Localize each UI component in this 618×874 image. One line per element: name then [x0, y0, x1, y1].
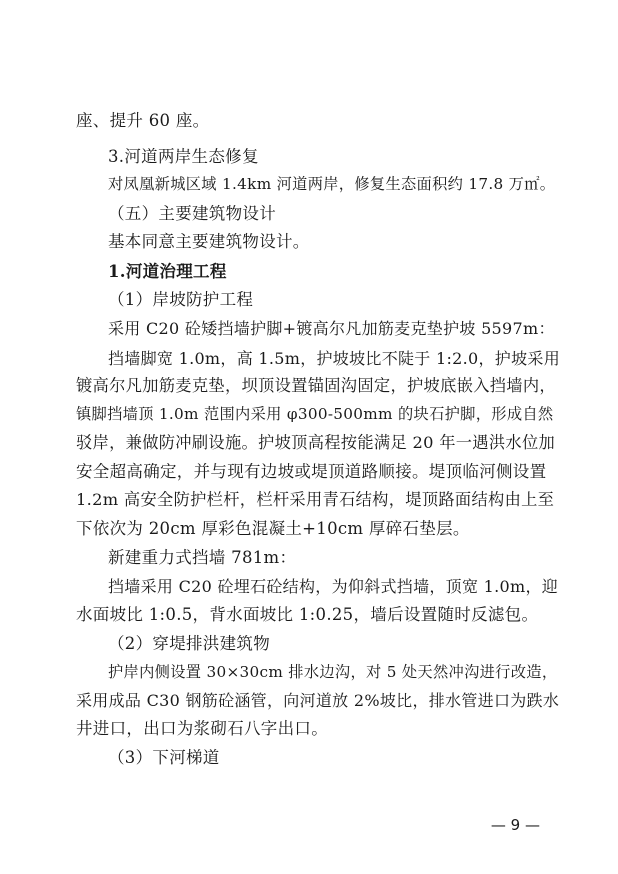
text-line: 座、提升 60 座。: [76, 111, 210, 130]
text-line: 1.2m 高安全防护栏杆，栏杆采用青石结构，堤顶路面结构由上至: [76, 490, 555, 509]
text-line: 挡墙采用 C20 砼埋石砼结构，为仰斜式挡墙，顶宽 1.0m，迎: [108, 577, 559, 596]
text-line: 镀高尔凡加筋麦克垫，坝顶设置锚固沟固定，护坡底嵌入挡墙内，: [76, 376, 556, 395]
subsection-heading: （2）穿堤排洪建筑物: [108, 634, 270, 653]
text-line: 镇脚挡墙顶 1.0m 范围内采用 φ300-500mm 的块石护脚，形成自然: [76, 405, 554, 423]
text-line: 水面坡比 1:0.5，背水面坡比 1:0.25，墙后设置随时反滤包。: [76, 605, 539, 624]
subsection-heading: 3.河道两岸生态修复: [108, 147, 259, 166]
text-line: 采用 C20 砼矮挡墙护脚+镀高尔凡加筋麦克垫护坡 5597m：: [108, 319, 555, 338]
subsection-heading: （3）下河梯道: [108, 748, 220, 767]
subsection-heading: 1.河道治理工程: [108, 262, 227, 281]
text-line: 护岸内侧设置 30×30cm 排水边沟，对 5 处天然冲沟进行改造，: [108, 663, 558, 681]
text-line: 对凤凰新城区域 1.4km 河道两岸，修复生态面积约 17.8 万㎡。: [108, 175, 556, 193]
text-line: 基本同意主要建筑物设计。: [108, 232, 310, 251]
subsection-heading: （1）岸坡防护工程: [108, 290, 254, 309]
text-line: 安全超高确定，并与现有边坡或堤顶道路顺接。堤顶临河侧设置: [76, 462, 547, 481]
text-line: 驳岸，兼做防冲刷设施。护坡顶高程按能满足 20 年一遇洪水位加: [76, 433, 556, 452]
text-line: 下依次为 20cm 厚彩色混凝土+10cm 厚碎石垫层。: [76, 519, 470, 538]
section-heading: （五）主要建筑物设计: [108, 204, 276, 223]
text-line: 挡墙脚宽 1.0m，高 1.5m，护坡坡比不陡于 1:2.0，护坡采用: [108, 349, 561, 368]
text-line: 新建重力式挡墙 781m：: [108, 548, 297, 567]
text-line: 井进口，出口为浆砌石八字出口。: [76, 719, 328, 738]
text-line: 采用成品 C30 钢筋砼涵管，向河道放 2%坡比，排水管进口为跌水: [76, 691, 560, 710]
page-number: — 9 —: [490, 816, 540, 834]
